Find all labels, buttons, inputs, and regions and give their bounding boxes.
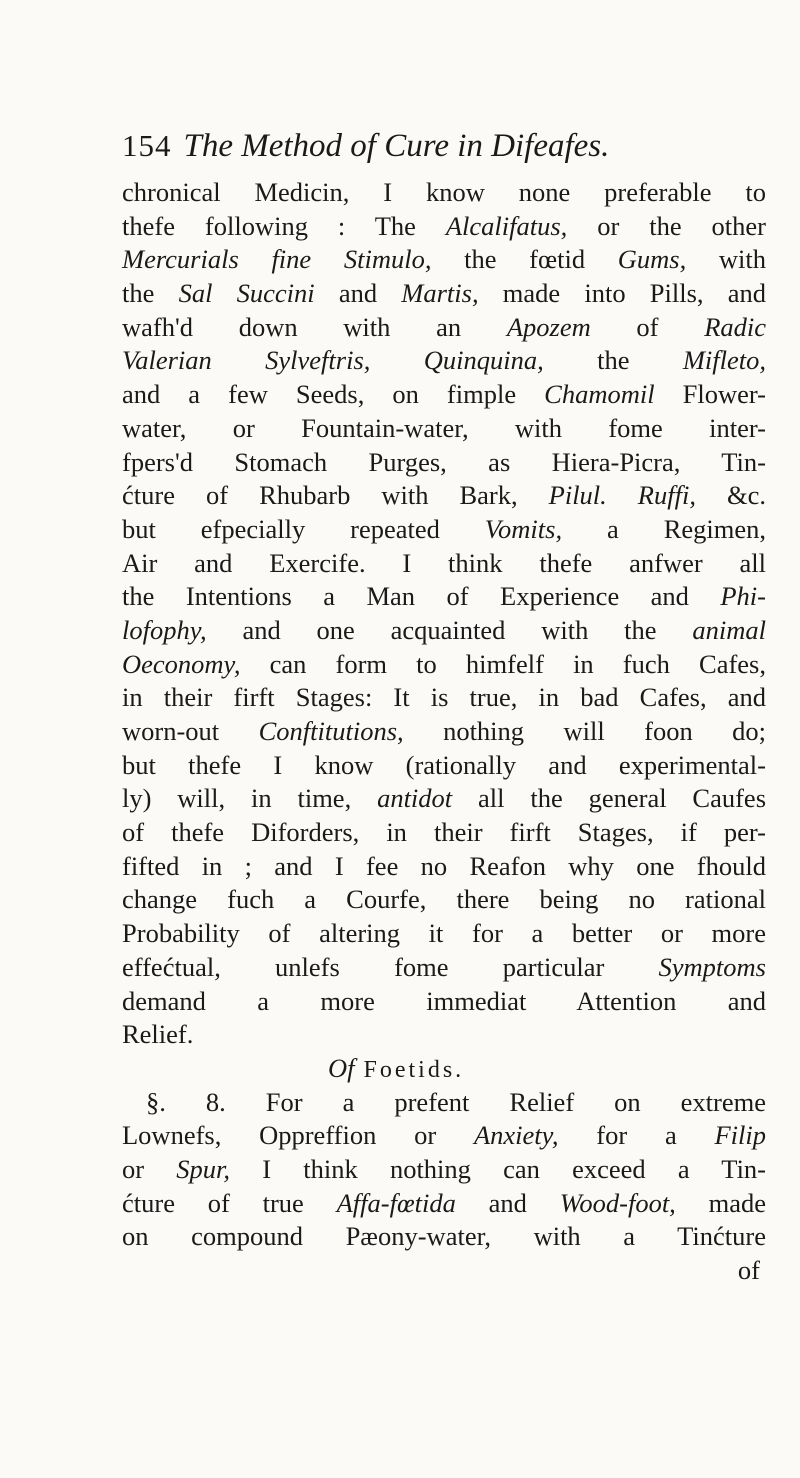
text-line — [122, 412, 766, 446]
text-segment: Valerian Sylveftris, — [122, 345, 371, 376]
text-segment: Radic — [704, 311, 767, 342]
text-line — [122, 446, 766, 480]
text-line — [122, 277, 766, 311]
text-segment: the fœtid — [431, 244, 618, 275]
text-segment: and — [314, 278, 402, 309]
text-segment: Probability of altering it for a better or more — [122, 918, 766, 949]
text-line — [122, 1187, 766, 1221]
text-segment: of — [590, 311, 705, 342]
text-segment: ly) will, in time, — [122, 783, 378, 814]
text-segment: on compound Pæony-water, with a Tinćture — [122, 1221, 766, 1252]
text-segment: made into Pills, and — [478, 278, 767, 309]
text-segment: and — [455, 1187, 560, 1218]
page-header — [122, 128, 742, 174]
text-segment: can form to himfelf in fuch Cafes, — [240, 648, 766, 679]
text-line — [122, 344, 766, 378]
text-segment: Flower- — [654, 379, 766, 410]
text-segment: Oeconomy, — [122, 648, 241, 679]
text-line — [122, 1086, 766, 1120]
running-head: The Method of Cure in Difeafes. — [183, 128, 610, 164]
text-segment: chronical Medicin, I know none preferable to — [122, 177, 766, 207]
text-segment: but thefe I know (rationally and experimental- — [122, 749, 766, 780]
text-line — [122, 883, 766, 917]
text-line — [122, 513, 766, 547]
text-line — [122, 311, 766, 345]
text-segment: Pilul. Ruffi, — [548, 480, 696, 511]
text-segment: Wood-foot, — [559, 1187, 676, 1218]
text-line — [122, 243, 766, 277]
text-segment: Chamomil — [544, 379, 655, 410]
text-segment: Of — [328, 1052, 355, 1083]
text-segment: of thefe Diforders, in their firft Stages, if per- — [122, 817, 766, 848]
text-segment: or — [122, 1153, 177, 1184]
text-segment: and one acquainted with the — [206, 614, 693, 645]
text-line — [122, 985, 766, 1019]
body-text — [122, 176, 766, 1288]
text-segment: fifted in ; and I fee no Reafon why one fhould — [122, 850, 766, 881]
text-segment: but efpecially repeated — [122, 513, 485, 544]
text-segment: Lownefs, Oppreffion or — [122, 1120, 474, 1151]
text-segment: effećtual, unlefs fome particular — [122, 951, 659, 982]
text-line — [122, 648, 766, 682]
text-segment: in their firft Stages: It is true, in bad Cafes, and — [122, 682, 766, 713]
text-segment: §. 8. For a prefent Relief on extreme — [146, 1086, 766, 1117]
text-segment: change fuch a Courfe, there being no rational — [122, 884, 766, 915]
text-segment: and a few Seeds, on fimple — [122, 379, 545, 410]
text-segment: fpers'd Stomach Purges, as Hiera-Picra, Tin- — [122, 446, 766, 477]
text-segment: nothing will foon do; — [403, 716, 767, 746]
text-segment: Quinquina, — [423, 345, 544, 376]
text-line — [122, 951, 766, 985]
text-segment: the — [122, 278, 179, 309]
text-line — [122, 850, 766, 884]
text-segment: worn-out — [122, 716, 259, 746]
text-segment: Apozem — [506, 311, 591, 342]
text-line — [122, 681, 766, 715]
text-segment: lofophy, — [122, 614, 207, 645]
text-segment: ćture of true — [122, 1187, 337, 1218]
text-segment: Vomits, — [484, 513, 563, 544]
text-segment: Foetids. — [354, 1056, 465, 1083]
text-segment: the Intentions a Man of Experience and — [122, 581, 721, 612]
section-heading — [122, 1052, 766, 1086]
text-segment: Sal Succini — [178, 278, 315, 309]
text-line — [122, 1153, 766, 1187]
text-segment — [370, 345, 423, 375]
text-segment: Affa-fœtida — [336, 1187, 456, 1218]
text-segment: with — [686, 244, 766, 275]
text-line — [122, 479, 766, 513]
text-segment: Conftitutions, — [258, 716, 404, 746]
text-segment: animal — [692, 614, 766, 645]
text-segment: wafh'd down with an — [122, 311, 507, 342]
page-number: 154 — [122, 128, 172, 163]
text-line — [122, 816, 766, 850]
text-line — [122, 547, 766, 581]
text-segment: demand a more immediat Attention and — [122, 985, 766, 1016]
text-segment: antidot — [377, 783, 453, 814]
text-segment: Phi- — [720, 581, 766, 612]
text-line — [122, 782, 766, 816]
text-line — [122, 1220, 766, 1254]
text-line — [122, 1018, 766, 1052]
text-segment: the — [543, 345, 683, 376]
text-segment: Mifleto, — [682, 345, 766, 376]
text-segment: Gums, — [617, 244, 687, 275]
text-line — [122, 210, 766, 244]
text-line — [122, 614, 766, 648]
text-segment: a Regimen, — [562, 513, 766, 544]
text-segment: made — [675, 1187, 766, 1218]
text-segment: &c. — [695, 480, 766, 511]
text-line — [122, 378, 766, 412]
text-line — [122, 749, 766, 783]
text-segment: Mercurials fine Stimulo, — [122, 244, 432, 275]
text-line — [122, 176, 766, 210]
text-segment: water, or Fountain-water, with fome inter- — [122, 412, 766, 443]
text-segment: for a — [558, 1120, 715, 1151]
text-line — [122, 1119, 766, 1153]
text-segment: Martis, — [401, 278, 479, 309]
text-segment: Spur, — [176, 1153, 231, 1184]
text-segment: Air and Exercife. I think thefe anfwer all — [122, 547, 766, 578]
text-segment: Filip — [714, 1120, 766, 1151]
text-segment: Relief. — [122, 1019, 194, 1050]
text-segment: ćture of Rhubarb with Bark, — [122, 480, 549, 511]
text-segment: or the other — [567, 210, 766, 241]
text-segment: I think nothing can exceed a Tin- — [230, 1153, 767, 1184]
text-segment: Anxiety, — [473, 1120, 559, 1151]
text-line — [122, 917, 766, 951]
text-line — [122, 715, 766, 749]
text-segment: thefe following : The — [122, 210, 446, 241]
catchword — [122, 1254, 766, 1288]
text-segment: Symptoms — [658, 951, 766, 982]
text-line — [122, 580, 766, 614]
text-segment: Alcalifatus, — [445, 210, 568, 241]
text-segment: all the general Caufes — [452, 783, 767, 814]
text-segment: of — [737, 1255, 760, 1285]
